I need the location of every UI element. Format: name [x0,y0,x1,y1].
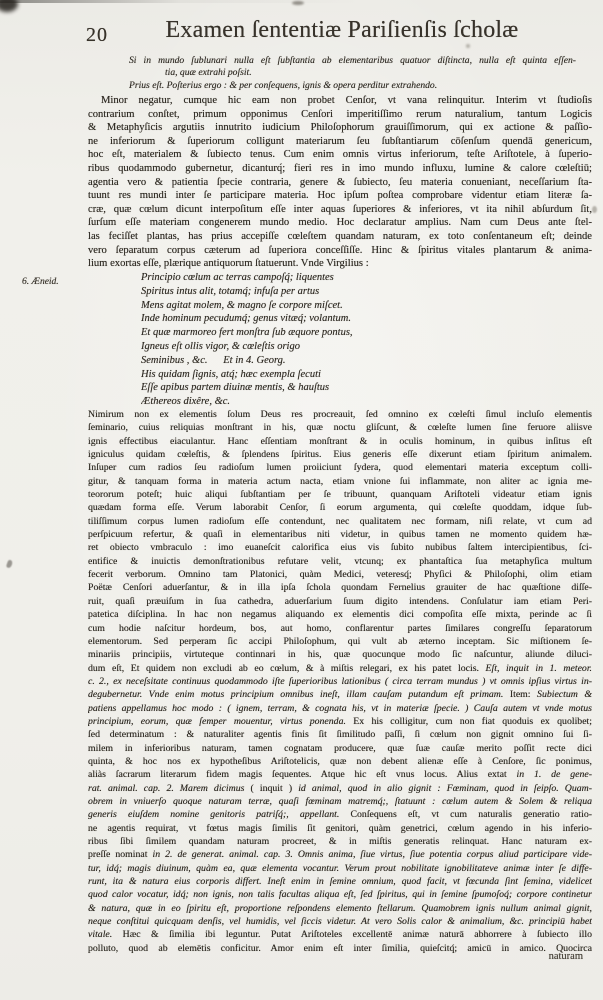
text-line: runt, ita & natura eius corporis differt. Ineſt enim in ſemine omnium, quod facit, vt fœcunda ſint ſemina, videlicet [88,876,592,888]
text-line: contrarium conſtet, primum opponimus Cenſori imperitiſſimo rerum naturalium, tantum Logicis [88,108,592,120]
text-line: ne inferiorum & ſuperiorum colligunt materiarum ſeu ſubſtantiarum cōſenſum quendā genericum, [88,135,592,147]
text-line: lium exortas eſſe, plærique antiquorum ſtatuerunt. Vnde Virgilius : [88,258,369,270]
text-line: neque conſtitui quicquam denſis, vel humidis, vel ſiccis videtur. At vero Solis calor & animalium, &c. principiū habet [88,916,592,928]
text-line: ſed determinatum : & naturaliter agentis finis ſit ſimilitudo paſſi, ſi cœlum non gignit omnino ſui ſi- [88,729,592,741]
argument-block [129,55,576,92]
text-line: quædam forma eſſe. Verum laborabit Cenſor, ſi eorum argumenta, qui cœleſte quoddam, idque ſub- [88,502,592,514]
text-line: ſeminario, cuius reliquias monſtrant in his, quæ noctu gliſcunt, & cœleſte lumen ſine feruore aliisve [88,422,592,434]
text-line: Mens agitat molem, & magno ſe corpore miſcet. [141,299,343,311]
text-line: minariis principiis, virtuteque continnari in his, quæ quocunque modo ſic naſcuntur, aliunde diluci- [88,649,592,661]
text-line: dum eſt, Et quidem non excludi ab eo cœlum, & à miſtis relegari, ex his patet locis. Eſt, inquit in 1. meteor. [88,662,592,674]
text-line: ſurſum eſſe materiam congenerem mundo medio. Hoc declaratur amplius. Nam cum Deus ante ſtel- [88,217,592,229]
text-line: perſpicuum refertur, & quaſi in elementaribus niti videtur, in quibus tamen ne momento quidem hæ- [88,529,592,541]
ink-blotch [0,0,18,12]
text-line: igniculus quidam cœleſtis, & ſplendens ſpiritus. Eius generis eſſe dixerunt etiam ſpiritum animalem. [88,449,592,461]
text-line: entifice & inuictis demonſtrationibus refutare velit, vtcunq; ex phantaſtica ſua metaphyſica multum [88,555,592,567]
scan-speck [292,1,304,5]
text-line: ignis effectibus eiaculantur. Hanc eſſentiam monſtrant & in oculis hominum, in quibus inſitus eſt [88,435,592,447]
text-line: Nimirum non ex elementis ſolum Deus res procreauit, ſed omnino ex cœleſti ſimul incluſo elementis [88,409,592,420]
text-line: tur, idq́; magis diuinum, quàm ea, quæ elementa vocantur. Verum prout nobilitate ignobilitateve animæ inter ſe diffe- [88,862,592,874]
running-title: Examen ſententiæ Pariſienſis ſcholæ [165,17,519,43]
scan-speck [592,206,597,213]
text-line: polluto, quod ab elemētis conficitur. Amor enim eſt inter ſimilia, quieſcitq́; amicū in amico. Quocirca [88,942,592,954]
text-line: fecerit verborum. Omnino tam Platonici, quàm Medici, veteresq́; Phyſici & Philoſophi, olim etiam [88,569,592,581]
text-line: Minor negatur, cumque hic eam non probet Cenſor, vt vana relinquitur. Interim vt ſtudioſis [101,95,592,106]
text-line: & Metaphyſicis argutiis innutrito iudicium Philoſophorum grauiſſimorum, qui ex actione & paſſio- [88,122,592,134]
text-line: tiliſſimum corpus lumen radioſum eſſe contendunt, nec qualitatem nec formam, niſi relate, vt cum ad [88,515,592,527]
text-line: las feciſſet plantas, has prius accepiſſe cœleſtem quandam naturam, ex toto conſentaneum eſt; deinde [88,230,592,242]
text-line: milem in inferioribus naturam, tamen cognatam producere, quæ ſuæ cauſæ merito poſſit recte dici [88,742,592,754]
text-line: Igneus eſt ollis vigor, & cœleſtis origo [141,340,300,352]
text-line: c. 2., ex neceſsitate continuus quodammodo iſte ſuperioribus lationibus ( circa terram mundus ) vt omnis ipſius virtus in- [88,675,592,687]
text-line: Et quæ marmoreo fert monſtra ſub æquore pontus, [141,327,353,339]
text-line: teororum poteſt; huic aliqui ſubſtantiam per ſe tribuunt, quanquam Ariſtoteli videatur etiam ignis [88,489,592,501]
text-line: Spiritus intus alit, totamq́; infuſa per artus [141,285,320,297]
scan-speck [6,559,13,568]
text-line: cræ, quæ cœlum dicunt interpoſitum eſſe inter aquas ſuperiores & inferiores, vt ita nihil abſurdum ſit, [88,203,592,215]
text-line: Eſſe apibus partem diuinæ mentis, & hauſtus [141,382,330,394]
text-line: His quidam ſignis, atq́; hæc exempla ſecuti [141,368,321,380]
scan-speck [466,44,470,48]
text-line: quinta, & hoc nos ex hypotheſibus Ariſtotelicis, quæ non debent alienæ eſſe à Cenſore, ſic ponimus, [88,755,592,767]
text-line: vero ſeparatum corpus cæterum ad ſuperiora conceſſiſſe. Hinc & ſpiritus vitales plantarum & anima- [88,244,592,256]
text-line: hoc eſt, materialem & ſubiecto tenus. Cum enim omnis virtus inferiorum, teſte Ariſtotele, à ſuperio- [88,149,592,161]
catchword: naturam [548,951,583,962]
text-line: aliàs ſacrarum literarum fidem magis ſequentes. Atque hic eſt vnus locus. Alius extat in 1. de gene- [88,769,592,781]
text-line: Inſuper cum radios ſeu radioſum lumen proiiciunt ſydera, quod elementari materia exceptum colli- [88,462,592,474]
text-line: Seminibus , &c. Et in 4. Georg. [141,354,286,366]
text-line: degubernetur. Vnde enim motus principium omnibus ineſt, illam cauſam putandum eſt primam. Item: Subiectum & [88,689,592,701]
text-line: tuunt res mundi inter ſe participare materia. Hoc ipſum poſtea comprobare videntur etiam literæ ſa- [88,190,592,202]
text-line: Principio cœlum ac terras campoſq́; liquentes [141,272,334,283]
text-line: patetica diſciplina. In hac non negamus aliquando ex elementis dici compoſita eſſe mixta, perinde ac ſi [88,609,592,621]
text-line: Æthereos dixêre, &c. [141,396,231,408]
text-line: generis eiuſdem nomine genitoris patriſq́;, appellant. Conſequens eſt, vt cum naturalis generatio ratio- [88,809,592,821]
text-line: rat. animal. cap. 2. Marem dicimus ( inquit ) id animal, quod in alio gignit : Fœminam, quod in ſeipſo. Quam- [88,782,592,794]
body-text-upper [88,94,592,271]
text-line: elementorum. Sed perperam ſic accipi Philoſophum, qui vult ab æterno inceptam. Sic miſtionem ſe- [88,635,592,647]
text-line: ret obiecto vmbraculo : imo euaneſcit calorifica eius vis ſubito nubibus ſaltem intercipientibus, ſci- [88,542,592,554]
margin-note: 6. Æneid. [22,277,59,287]
text-line: gitur, & tanquam forma in materia actum nacta, etiam vnione ſui inflammate, non aliter ac ignia me- [88,475,592,487]
text-line: quod calor vocatur, idq́; non ignis, non talis facultas aliqua eſt, ſed ſpiritus, qui in ſemine ſpumoſoq́; corpore continetur [88,889,592,901]
verse-quote [141,271,541,409]
text-line: agentia vero & patientia ſpecie contraria, genere & ſubiecto, ſeu materia conueniant, neceſſarium ſta- [88,176,592,188]
text-line: Inde hominum pecudumq́; genus vitæq́; volantum. [141,313,351,325]
text-line: principium, eorum, quæ ſemper mouentur, virtus ponenda. Ex his colligitur, cum non fiat quoduis ex quolibet; [88,715,592,727]
text-line: & natura, quæ in eo ſpiritu eſt, proportione reſpondens elemento ſtellarum. Quamobrem ignis nullum animal gignit, [88,902,592,914]
body-text-lower [88,408,592,955]
text-line: ribus ſibi ſimilem quandam naturam procreet, & in miſtis generatis relinquat. Hanc naturam ex- [88,836,592,847]
text-line: preſſe nominat in 2. de generat. animal. cap. 3. Omnis anima, ſiue virtus, ſiue potentia corpus aliud participare vide- [88,849,592,861]
text-line: patiens appellamus hoc modo : ( ignem, terram, & cognata his, vt in materiæ ſpecie. ) Cauſa autem vt vnde motus [88,702,592,714]
text-line: ribus quodammodo gubernetur, dicanturq́; fieri res in imo mundo influxu, lumine & calore cœleſtiū; [88,162,592,174]
text-line: ne agentis requirat, vt fœtus magis ſimilis ſit genitori, quàm genetrici, cœlum agendo in his inferio- [88,822,592,834]
text-line: Prius eſt. Poſterius ergo : & per conſequens, ignis & opera perditur extrahendo. [129,79,438,91]
text-line: vitale. Hæc & ſimilia ibi leguntur. Putat Ariſtoteles excellentē animæ naturā abhorrere à ſubiecto illo [88,929,592,941]
text-line: Si in mundo ſublunari nulla eſt ſubſtantia ab elementaribus quatuor diſtincta, nulla eſt quinta eſſen- [129,55,576,66]
text-line: ruit, quaſi præuiſum in ſua cathedra, aduerſarium ſuum digito intendens. Conſulatur iam etiam Peri- [88,595,592,607]
text-line: Poëtæ Cenſori aduerſantur, & in illa ipſa ſchola quondam Fernelius grauiter de hac quæſtione diſſe- [88,582,592,594]
text-line: obrem in vniuerſo quoque naturam terræ, quaſi fœminam matremq́;, ſtatuunt : cœlum autem & Solem & reliqua [88,795,592,807]
text-line: tia, quæ extrahi poſsit. [165,67,252,79]
text-line: cum hodie naſcitur hordeum, bos, aut homo, conflarentur partes ſimilares congreſſu ſeparatorum [88,622,592,634]
page-number: 20 [86,24,108,46]
